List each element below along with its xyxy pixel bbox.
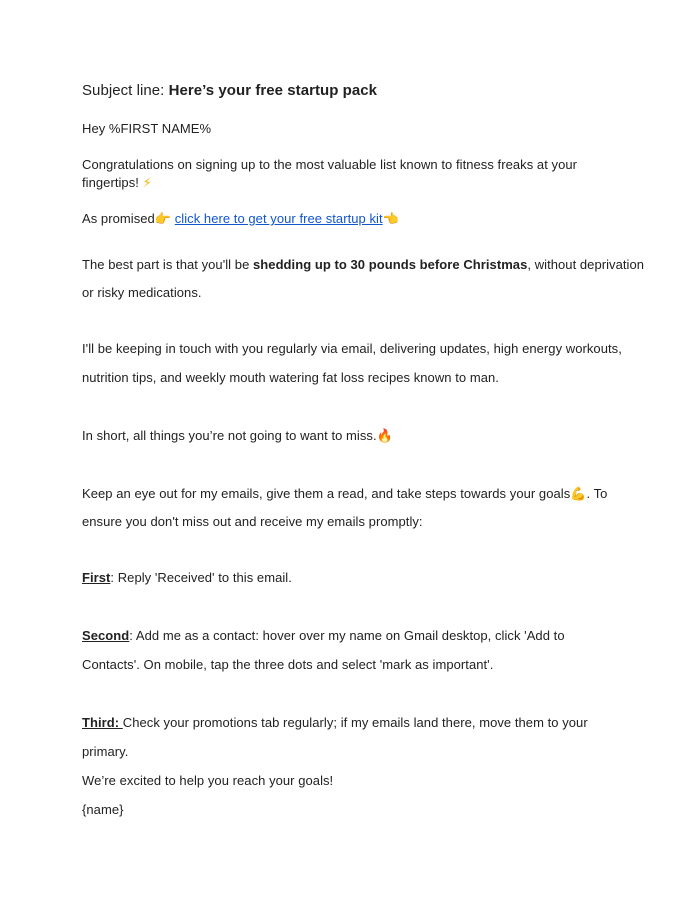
congrats-text: fingertips! bbox=[82, 175, 143, 190]
best-part-line-2: or risky medications. bbox=[82, 285, 202, 300]
third-step-line-2: primary. bbox=[82, 744, 129, 759]
closing-line: We’re excited to help you reach your goals! bbox=[82, 773, 334, 788]
best-part-after: , without deprivation bbox=[527, 257, 645, 272]
lightning-icon: ⚡ bbox=[142, 176, 152, 191]
subject-value: Here’s your free startup pack bbox=[168, 82, 378, 99]
pointing-right-icon: 👉 bbox=[154, 212, 172, 227]
keep-eye-line-2: ensure you don't miss out and receive my emails promptly: bbox=[82, 514, 423, 529]
congrats-line-1: Congratulations on signing up to the most valuable list known to fitness freaks at your bbox=[82, 157, 578, 172]
third-step-line-1 bbox=[82, 714, 588, 732]
flexed-biceps-icon: 💪 bbox=[570, 487, 587, 502]
keeping-line-1: I'll be keeping in touch with you regularly via email, delivering updates, high energy workouts, bbox=[82, 341, 622, 356]
pointing-left-icon: 👈 bbox=[382, 212, 399, 227]
first-step bbox=[82, 569, 292, 587]
promised-line bbox=[82, 210, 399, 229]
third-text: Check your promotions tab regularly; if my emails land there, move them to your bbox=[122, 715, 588, 730]
second-step-line-2: Contacts'. On mobile, tap the three dots and select 'mark as important'. bbox=[82, 657, 494, 672]
keep-eye-line-1 bbox=[82, 485, 607, 504]
first-label: First bbox=[82, 570, 111, 585]
startup-kit-link[interactable]: click here to get your free startup kit bbox=[174, 211, 383, 226]
keep-eye-after: . To bbox=[586, 486, 608, 501]
keep-eye-before: Keep an eye out for my emails, give them a read, and take steps towards your goals bbox=[82, 486, 571, 501]
subject-label: Subject line: bbox=[82, 82, 169, 99]
in-short-text: In short, all things you’re not going to want to miss. bbox=[82, 428, 377, 443]
congrats-line-2 bbox=[82, 174, 152, 193]
fire-icon: 🔥 bbox=[376, 429, 393, 444]
subject-line bbox=[82, 81, 377, 101]
greeting: Hey %FIRST NAME% bbox=[82, 121, 212, 136]
in-short-line bbox=[82, 427, 393, 446]
second-label: Second bbox=[82, 628, 130, 643]
best-part-bold: shedding up to 30 pounds before Christmas bbox=[253, 257, 528, 272]
first-text: : Reply 'Received' to this email. bbox=[110, 570, 292, 585]
second-text: : Add me as a contact: hover over my name on Gmail desktop, click 'Add to bbox=[129, 628, 565, 643]
promised-prefix: As promised bbox=[82, 211, 155, 226]
second-step-line-1 bbox=[82, 627, 565, 645]
signature: {name} bbox=[82, 802, 124, 817]
keeping-line-2: nutrition tips, and weekly mouth watering fat loss recipes known to man. bbox=[82, 370, 499, 385]
third-label: Third: bbox=[82, 715, 123, 730]
best-part-line-1 bbox=[82, 256, 644, 274]
best-part-before: The best part is that you'll be bbox=[82, 257, 254, 272]
